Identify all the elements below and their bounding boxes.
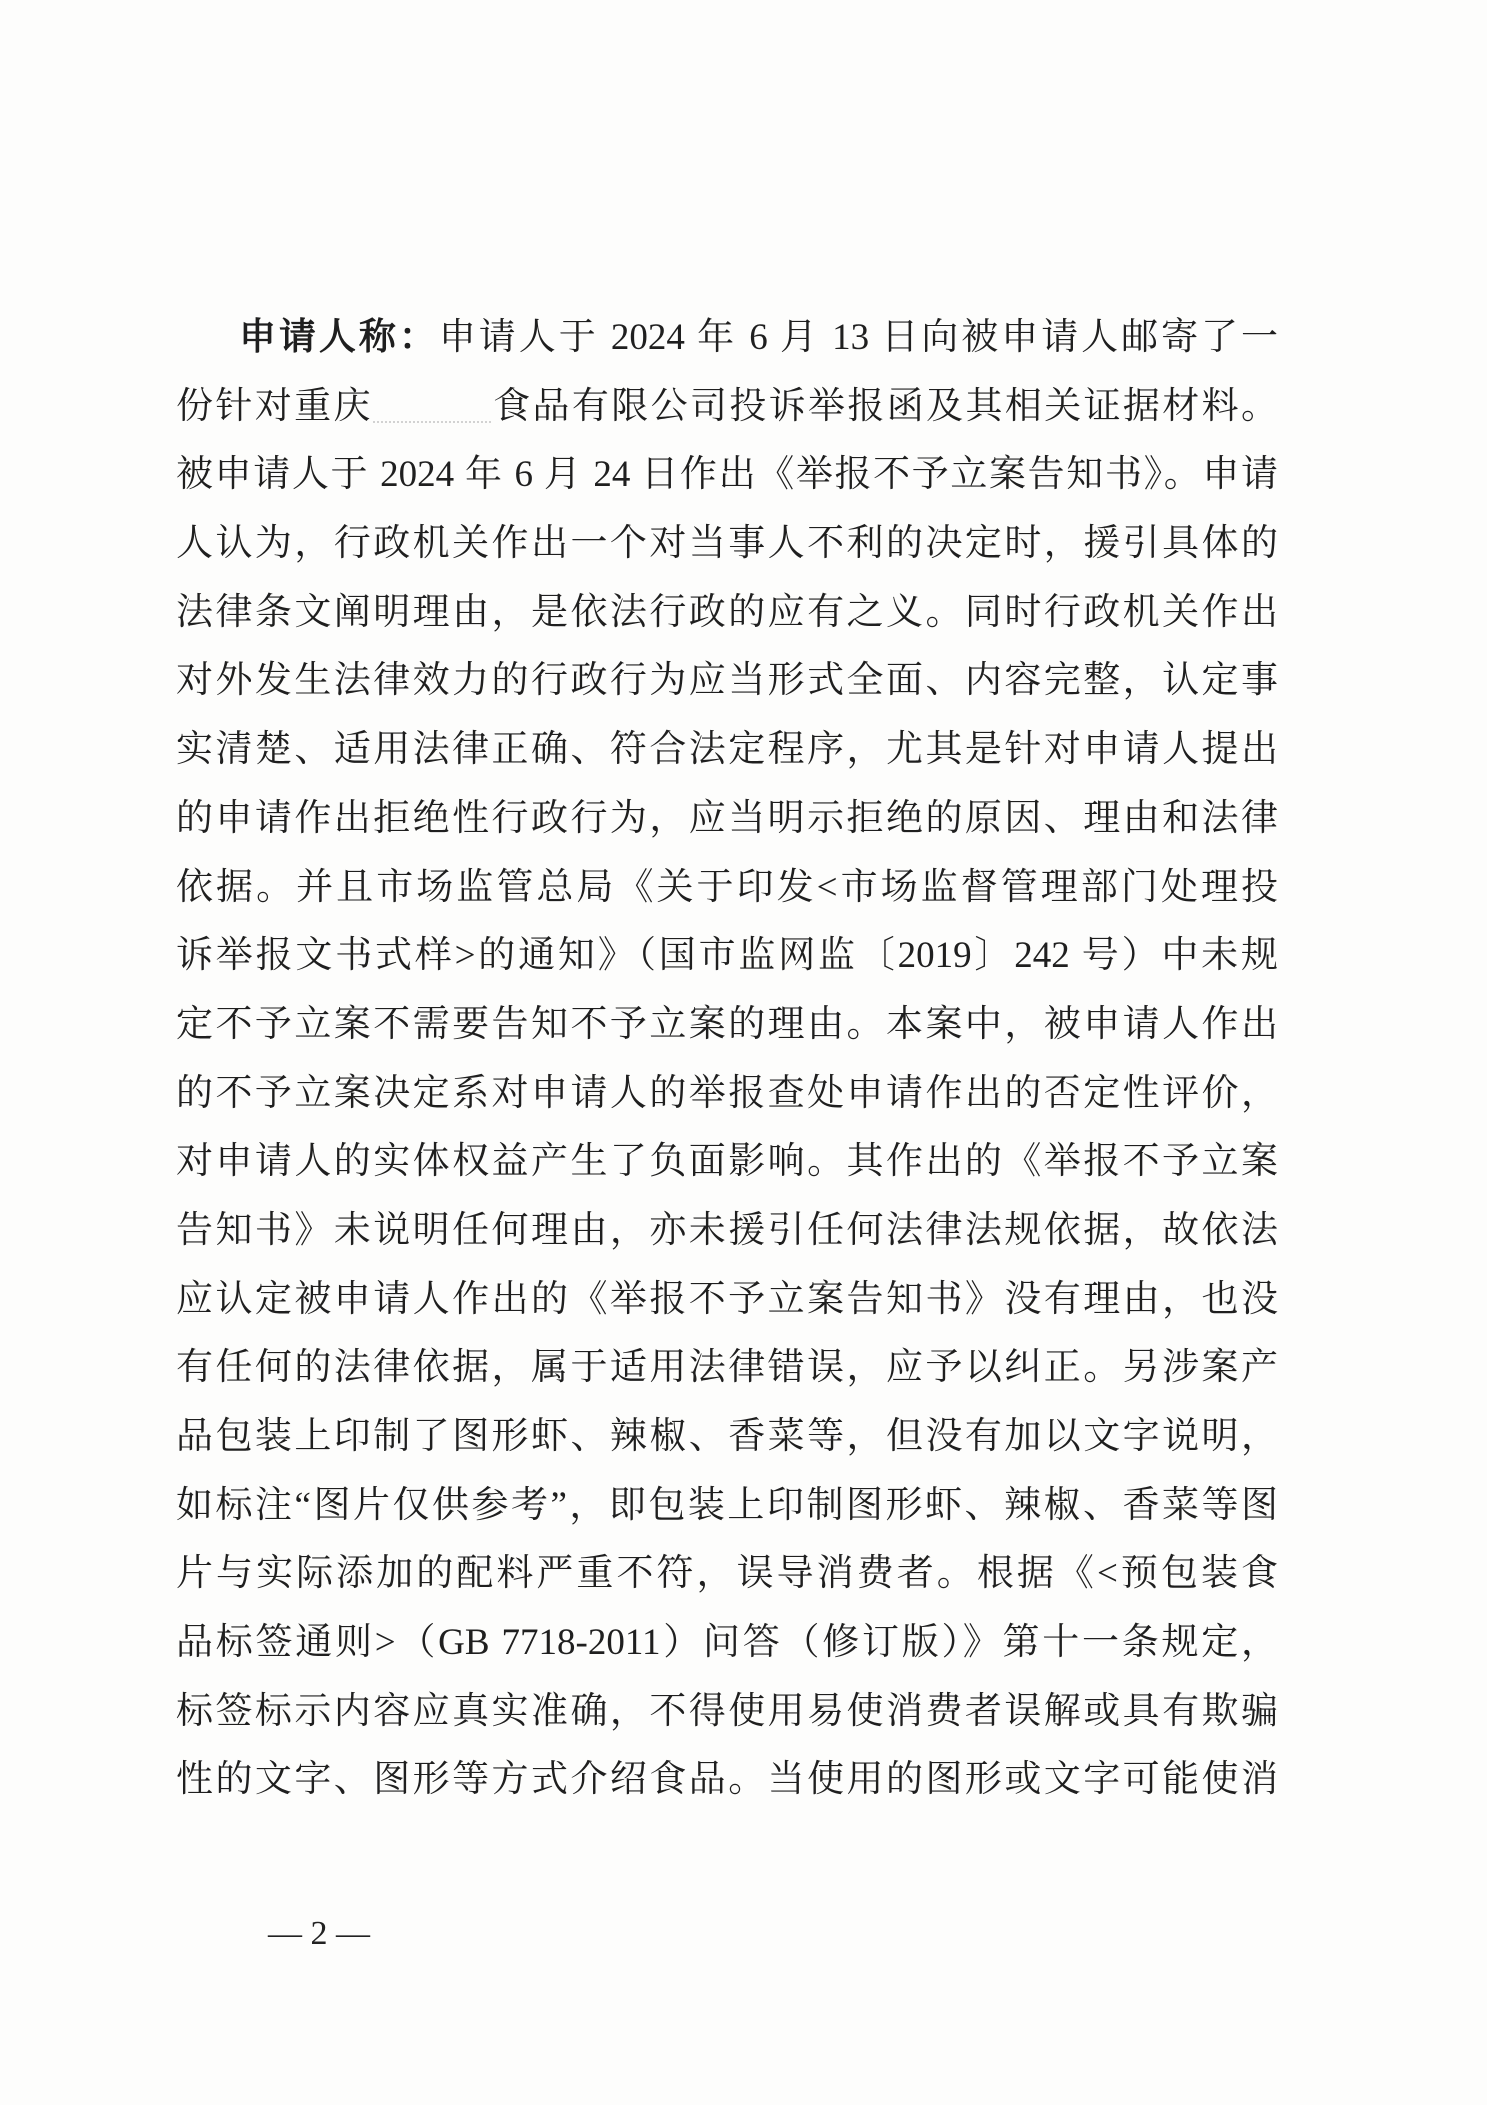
- text-line: 性的文字、图形等方式介绍食品。当使用的图形或文字可能使消: [176, 1759, 1278, 1801]
- text-line: 定不予立案不需要告知不予立案的理由。本案中，被申请人作出: [176, 1003, 1278, 1045]
- redacted-company-name: [373, 395, 491, 423]
- text-line: 依据。并且市场监管总局《关于印发<市场监督管理部门处理投: [176, 866, 1278, 908]
- line-text: 份针对重庆: [176, 385, 373, 427]
- text-line: 实清楚、适用法律正确、符合法定程序，尤其是针对申请人提出: [176, 729, 1278, 771]
- text-line: 有任何的法律依据，属于适用法律错误，应予以纠正。另涉案产: [176, 1347, 1278, 1389]
- text-line: 的申请作出拒绝性行政行为，应当明示拒绝的原因、理由和法律: [176, 797, 1278, 839]
- text-line: 被申请人于 2024 年 6 月 24 日作出《举报不予立案告知书》。申请: [176, 454, 1278, 496]
- text-line: [176, 373, 1278, 442]
- text-line: 片与实际添加的配料严重不符，误导消费者。根据《<预包装食: [176, 1553, 1278, 1595]
- text-line: 人认为，行政机关作出一个对当事人不利的决定时，援引具体的: [176, 523, 1278, 565]
- text-line: 对外发生法律效力的行政行为应当形式全面、内容完整，认定事: [176, 660, 1278, 702]
- body-text: [176, 304, 1278, 1815]
- text-line: 标签标示内容应真实准确，不得使用易使消费者误解或具有欺骗: [176, 1690, 1278, 1732]
- text-line: 对申请人的实体权益产生了负面影响。其作出的《举报不予立案: [176, 1141, 1278, 1183]
- text-line: 诉举报文书式样>的通知》（国市监网监〔2019〕242 号）中未规: [176, 935, 1278, 977]
- text-line: 如标注“图片仅供参考”，即包装上印制图形虾、辣椒、香菜等图: [176, 1484, 1278, 1526]
- text-line: 法律条文阐明理由，是依法行政的应有之义。同时行政机关作出: [176, 591, 1278, 633]
- text-line: 告知书》未说明任何理由，亦未援引任何法律法规依据，故依法: [176, 1209, 1278, 1251]
- text-line: 品标签通则>（GB 7718-2011）问答（修订版）》第十一条规定，: [176, 1622, 1278, 1664]
- line-text: 申请人于 2024 年 6 月 13 日向被申请人邮寄了一: [438, 317, 1278, 358]
- text-line: 的不予立案决定系对申请人的举报查处申请作出的否定性评价，: [176, 1072, 1278, 1114]
- text-line: 品包装上印制了图形虾、辣椒、香菜等，但没有加以文字说明，: [176, 1416, 1278, 1457]
- page-number: — 2 —: [268, 1915, 370, 1952]
- speaker-label: 申请人称：: [239, 317, 439, 358]
- text-line: [176, 304, 1278, 373]
- line-text: 食品有限公司投诉举报函及其相关证据材料。: [490, 385, 1278, 427]
- text-line: 应认定被申请人作出的《举报不予立案告知书》没有理由，也没: [176, 1278, 1278, 1320]
